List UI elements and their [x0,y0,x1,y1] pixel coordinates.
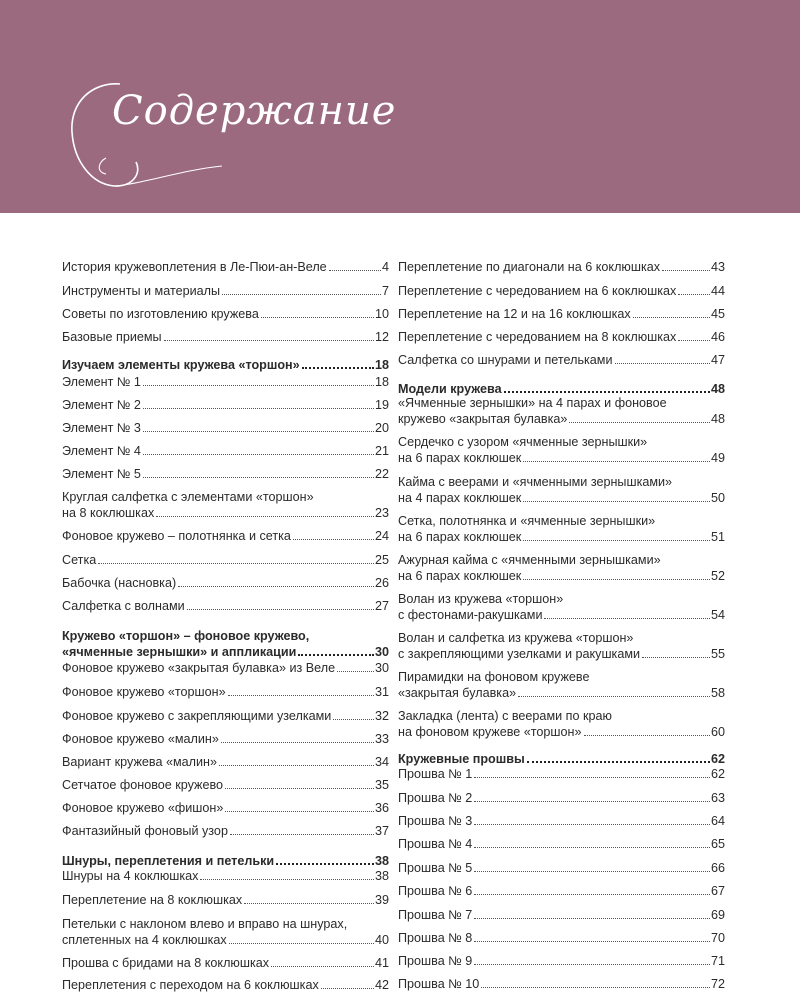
toc-entry-title: Переплетение с чередованием на 8 коклюшках [398,330,677,344]
toc-section-heading[interactable] [62,628,389,660]
toc-entry[interactable] [398,395,725,427]
toc-entry-title: Модели кружева [398,382,502,396]
toc-entry-title: Волан и салфетка из кружева «торшон» [398,631,634,645]
toc-page-number: 24 [374,529,389,543]
toc-entry[interactable] [62,977,389,993]
toc-page-number: 37 [374,824,389,838]
toc-page-number: 39 [374,893,389,907]
toc-page-number: 58 [710,686,725,700]
toc-entry-title: Закладка (лента) с веерами по краю [398,709,612,723]
toc-page-number: 33 [374,732,389,746]
toc-entry[interactable] [398,513,725,545]
toc-entry-title: «Ячменные зернышки» на 4 парах и фоновое [398,396,667,410]
toc-entry-title: Прошва с бридами на 8 коклюшках [62,956,270,970]
toc-page-number: 64 [710,814,725,828]
toc-entry[interactable] [62,777,389,793]
toc-page-number: 45 [710,307,725,321]
toc-page-number: 38 [374,869,389,883]
toc-entry[interactable] [62,868,389,884]
toc-page-number: 41 [374,956,389,970]
toc-entry-title: Элемент № 1 [62,375,141,389]
toc-entry-title: Элемент № 2 [62,398,141,412]
toc-entry[interactable] [398,976,725,992]
toc-entry-title: Вариант кружева «малин» [62,755,217,769]
toc-entry-title: на 8 коклюшках [62,506,155,520]
toc-entry[interactable] [398,434,725,466]
toc-entry[interactable] [62,528,389,544]
toc-entry-title: Прошва № 7 [398,908,473,922]
toc-entry[interactable] [62,283,389,299]
toc-page-number: 26 [374,576,389,590]
toc-page-number: 19 [374,398,389,412]
toc-entry[interactable] [398,306,725,322]
toc-entry-title: Прошва № 4 [398,837,473,851]
toc-page-number: 7 [381,284,389,298]
toc-entry-title: Прошва № 2 [398,791,473,805]
toc-page-number: 40 [374,933,389,947]
toc-entry-title: Прошва № 8 [398,931,473,945]
toc-entry[interactable] [62,575,389,591]
toc-page-number: 72 [710,977,725,991]
toc-entry-title: Ажурная кайма с «ячменными зернышками» [398,553,661,567]
toc-entry-title: Переплетение с чередованием на 6 коклюшках [398,284,677,298]
toc-entry-title: Пирамидки на фоновом кружеве [398,670,590,684]
toc-page-number: 38 [374,854,389,868]
toc-entry-title: Салфетка со шнурами и петельками [398,353,613,367]
toc-entry[interactable] [398,766,725,782]
toc-page-number: 63 [710,791,725,805]
toc-page-number: 25 [374,553,389,567]
toc-entry[interactable] [398,883,725,899]
toc-entry-title: Прошва № 3 [398,814,473,828]
toc-entry-title: Шнуры на 4 коклюшках [62,869,199,883]
toc-entry-title: Элемент № 5 [62,467,141,481]
toc-page-number: 22 [374,467,389,481]
toc-entry-title: Сетка [62,553,97,567]
toc-entry[interactable] [62,259,389,275]
toc-page-number: 48 [710,382,725,396]
toc-entry-title: История кружевоплетения в Ле-Пюи-ан-Веле [62,260,327,274]
toc-entry[interactable] [62,916,389,948]
toc-entry-title: Круглая салфетка с элементами «торшон» [62,490,314,504]
toc-entry[interactable] [62,684,389,700]
toc-page-number: 52 [710,569,725,583]
toc-page-number: 43 [710,260,725,274]
toc-entry[interactable] [398,860,725,876]
toc-entry-title: Советы по изготовлению кружева [62,307,259,321]
toc-entry-title: Сетка, полотнянка и «ячменные зернышки» [398,514,656,528]
toc-entry-title: Фоновое кружево «торшон» [62,685,226,699]
toc-entry[interactable] [398,474,725,506]
toc-page-number: 30 [374,645,389,659]
toc-page-number: 42 [374,978,389,992]
toc-entry[interactable] [398,283,725,299]
toc-entry-title: «ячменные зернышки» и аппликации [62,645,297,659]
toc-page-number: 18 [374,358,389,372]
toc-entry-title: Переплетение по диагонали на 6 коклюшках [398,260,661,274]
toc-page-number: 54 [710,608,725,622]
toc-entry-title: «закрытая булавка» [398,686,517,700]
toc-section-heading[interactable] [62,357,389,373]
toc-entry-title: Прошва № 10 [398,977,480,991]
toc-page-number: 47 [710,353,725,367]
toc-entry-title: Кружевные прошвы [398,752,525,766]
toc-entry-title: Инструменты и материалы [62,284,221,298]
toc-entry[interactable] [62,708,389,724]
toc-page-number: 71 [710,954,725,968]
toc-entry[interactable] [398,669,725,701]
toc-entry-title: Шнуры, переплетения и петельки [62,854,275,868]
toc-entry-title: Сетчатое фоновое кружево [62,778,224,792]
toc-page-number: 34 [374,755,389,769]
toc-entry-title: Бабочка (насновка) [62,576,177,590]
toc-page-number: 48 [710,412,725,426]
toc-page-number: 69 [710,908,725,922]
toc-entry[interactable] [62,374,389,390]
toc-entry-title: кружево «закрытая булавка» [398,412,568,426]
header-banner [0,0,800,213]
toc-entry[interactable] [398,836,725,852]
toc-entry-title: Изучаем элементы кружева «торшон» [62,358,300,372]
toc-entry[interactable] [62,397,389,413]
toc-entry[interactable] [398,813,725,829]
toc-page-number: 23 [374,506,389,520]
toc-entry[interactable] [398,329,725,345]
toc-entry-title: Фоновое кружево с закрепляющими узелками [62,709,332,723]
toc-page-number: 65 [710,837,725,851]
toc-entry-title: Прошва № 6 [398,884,473,898]
toc-entry-title: на 6 парах коклюшек [398,530,522,544]
toc-entry[interactable] [62,660,389,676]
toc-page-number: 62 [710,752,725,766]
toc-entry-title: Переплетение на 8 коклюшках [62,893,243,907]
toc-page-number: 55 [710,647,725,661]
toc-entry[interactable] [62,823,389,839]
toc-page-number: 36 [374,801,389,815]
toc-entry-title: с фестонами-ракушками [398,608,543,622]
toc-entry[interactable] [62,955,389,971]
toc-entry-title: Фоновое кружево «фишон» [62,801,224,815]
page-title: Содержание [112,88,397,134]
toc-page-number: 20 [374,421,389,435]
toc-entry[interactable] [398,591,725,623]
toc-entry-title: Кружево «торшон» – фоновое кружево, [62,629,310,643]
toc-entry[interactable] [398,953,725,969]
toc-page-number: 35 [374,778,389,792]
toc-entry[interactable] [398,552,725,584]
toc-entry[interactable] [62,754,389,770]
toc-page-number: 66 [710,861,725,875]
toc-entry[interactable] [62,800,389,816]
toc-entry[interactable] [62,466,389,482]
toc-page-number: 51 [710,530,725,544]
toc-entry-title: Сердечко с узором «ячменные зернышки» [398,435,648,449]
toc-page-number: 50 [710,491,725,505]
toc-entry[interactable] [62,892,389,908]
toc-entry-title: сплетенных на 4 коклюшках [62,933,227,947]
toc-entry[interactable] [398,907,725,923]
toc-entry-title: Прошва № 5 [398,861,473,875]
title-ornament [62,62,397,192]
toc-entry-title: Фоновое кружево – полотнянка и сетка [62,529,291,543]
toc-page-number: 27 [374,599,389,613]
toc-entry-title: Кайма с веерами и «ячменными зернышками» [398,475,673,489]
toc-page-number: 70 [710,931,725,945]
toc-entry-title: Волан из кружева «торшон» [398,592,564,606]
toc-entry[interactable] [62,306,389,322]
toc-section-heading[interactable] [398,751,725,767]
toc-entry[interactable] [62,598,389,614]
toc-page-number: 21 [374,444,389,458]
toc-page-number: 60 [710,725,725,739]
toc-entry-title: Фоновое кружево «закрытая булавка» из Веле [62,661,336,675]
toc-page-number: 30 [374,661,389,675]
toc-entry-title: Прошва № 1 [398,767,473,781]
toc-entry-title: Фантазийный фоновый узор [62,824,228,838]
toc-entry[interactable] [62,329,389,345]
toc-entry-title: Салфетка с волнами [62,599,185,613]
toc-page-number: 49 [710,451,725,465]
toc-page-number: 46 [710,330,725,344]
toc-entry[interactable] [62,489,389,521]
toc-page-number: 4 [381,260,389,274]
toc-entry-title: Прошва № 9 [398,954,473,968]
toc-entry[interactable] [62,552,389,568]
toc-entry-title: Переплетение на 12 и на 16 коклюшках [398,307,631,321]
toc-page-number: 10 [374,307,389,321]
toc-page-number: 67 [710,884,725,898]
toc-entry[interactable] [62,420,389,436]
toc-entry-title: Фоновое кружево «малин» [62,732,219,746]
toc-entry-title: на 4 парах коклюшек [398,491,522,505]
toc-entry[interactable] [398,790,725,806]
toc-section-heading[interactable] [62,853,389,869]
toc-entry[interactable] [62,731,389,747]
toc-entry[interactable] [398,259,725,275]
toc-entry[interactable] [398,930,725,946]
toc-page-number: 32 [374,709,389,723]
toc-page-number: 18 [374,375,389,389]
toc-entry-title: Элемент № 3 [62,421,141,435]
toc-page-number: 12 [374,330,389,344]
toc-entry[interactable] [398,708,725,740]
toc-page-number: 44 [710,284,725,298]
toc-entry-title: Базовые приемы [62,330,162,344]
toc-page-number: 31 [374,685,389,699]
toc-entry[interactable] [398,352,725,368]
toc-entry-title: на 6 парах коклюшек [398,569,522,583]
toc-entry-title: Элемент № 4 [62,444,141,458]
toc-entry-title: Переплетения с переходом на 6 коклюшках [62,978,319,992]
toc-entry-title: на 6 парах коклюшек [398,451,522,465]
toc-entry-title: Петельки с наклоном влево и вправо на шнурах, [62,917,348,931]
toc-entry[interactable] [398,630,725,662]
toc-page-number: 62 [710,767,725,781]
toc-entry-title: с закрепляющими узелками и ракушками [398,647,641,661]
toc-entry-title: на фоновом кружеве «торшон» [398,725,582,739]
toc-entry[interactable] [62,443,389,459]
